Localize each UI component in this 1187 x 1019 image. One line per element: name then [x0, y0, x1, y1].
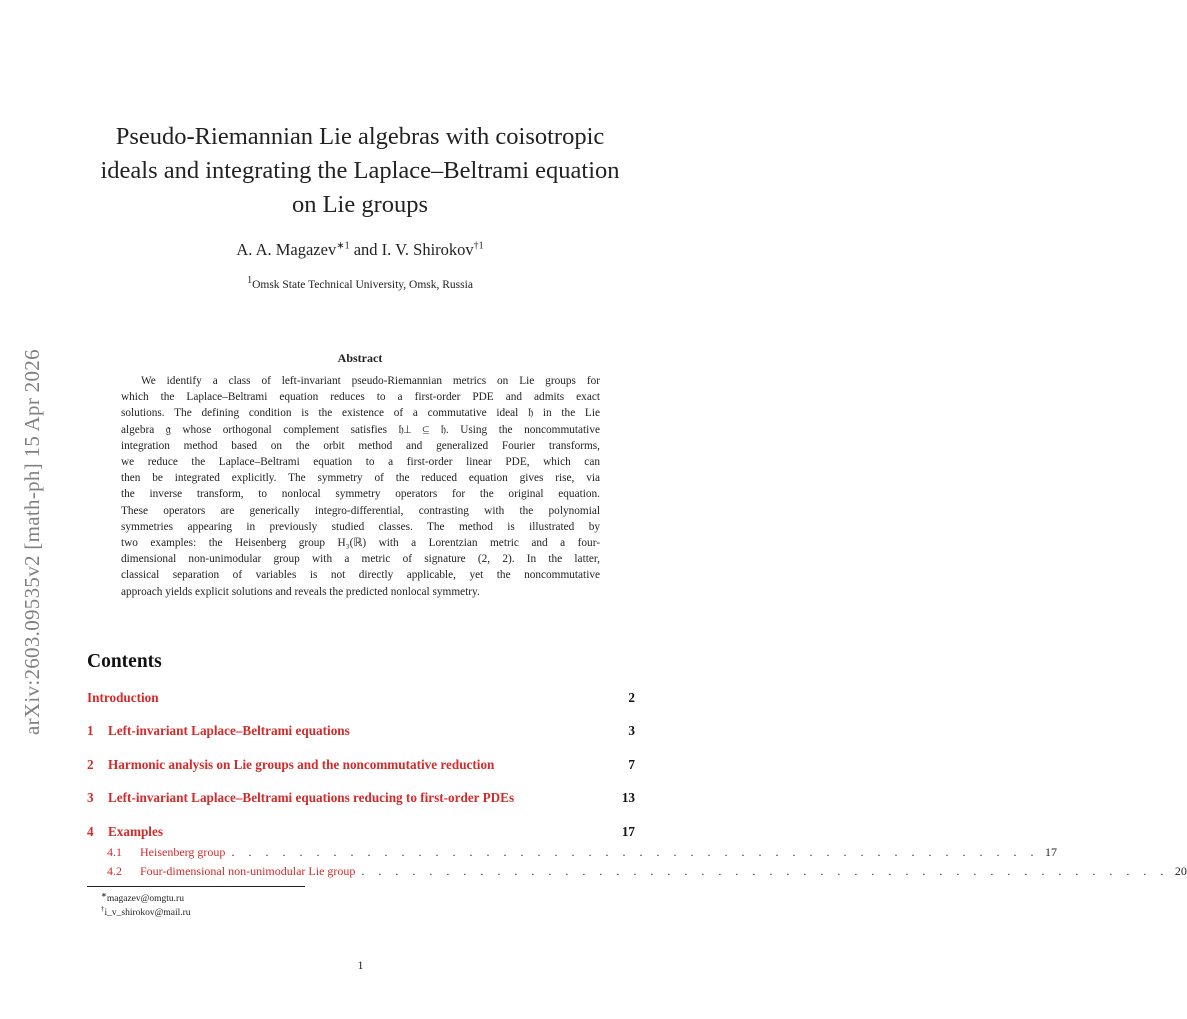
toc-subentry-4-2[interactable]: [107, 864, 1187, 879]
abstract-line: we reduce the Laplace–Beltrami equation to a first-order linear PDE, which can: [121, 456, 600, 469]
toc-subentry-page[interactable]: 20: [1174, 864, 1187, 878]
toc-entry-page[interactable]: 13: [621, 790, 635, 805]
author-footnote-mark[interactable]: ∗1: [336, 240, 350, 252]
toc-entry-section-2[interactable]: [87, 757, 635, 773]
footnote-mark: ∗: [101, 891, 107, 899]
title-line: Pseudo-Riemannian Lie algebras with coisotropic: [115, 123, 605, 150]
toc-entry-number[interactable]: 1: [87, 723, 94, 738]
author-list: [80, 240, 640, 260]
toc-entry-section-1[interactable]: [87, 723, 635, 739]
contents-heading: Contents: [87, 651, 162, 672]
abstract-line: dimensional non-unimodular group with a metric of signature (2, 2). In the latter,: [121, 553, 600, 566]
author-footnote-mark[interactable]: †1: [473, 240, 484, 252]
toc-entry-page[interactable]: 7: [628, 757, 635, 772]
toc-entry-section-4[interactable]: [87, 824, 635, 840]
page-number: 1: [357, 958, 364, 972]
abstract-heading: Abstract: [337, 351, 383, 365]
toc-entry-label[interactable]: Introduction: [87, 690, 159, 705]
author-name: I. V. Shirokov: [381, 240, 474, 259]
toc-entry-page[interactable]: 3: [628, 723, 635, 738]
abstract-body: [121, 373, 600, 600]
abstract-line: approach yields explicit solutions and reveals the predicted nonlocal symmetry.: [121, 585, 480, 598]
abstract-line: the inverse transform, to nonlocal symmetry operators for the original equation.: [121, 488, 600, 501]
footnote-rule: [87, 886, 305, 887]
toc-subentry-number[interactable]: 4.1: [107, 845, 122, 859]
toc-entry-number[interactable]: 2: [87, 757, 94, 772]
toc-entry-number[interactable]: 3: [87, 790, 94, 805]
toc-subentry-label[interactable]: Four-dimensional non-unimodular Lie group: [140, 864, 356, 878]
toc-entry-label[interactable]: Left-invariant Laplace–Beltrami equations: [108, 723, 350, 738]
footnote-email-2: [101, 905, 191, 918]
footnote-text[interactable]: magazev@omgtu.ru: [106, 894, 184, 905]
toc-leader-dots: . . . . . . . . . . . . . . . . . . . . . . . . . . . . . . . . . . . . . . . . . . . . . . . .: [361, 864, 1169, 878]
title-line: on Lie groups: [291, 191, 429, 218]
toc-subentry-number[interactable]: 4.2: [107, 864, 122, 878]
toc-subentry-label[interactable]: Heisenberg group: [140, 845, 226, 859]
abstract-line: integration method based on the orbit method and generalized Fourier transforms,: [121, 439, 600, 452]
abstract-line: two examples: the Heisenberg group H₃(ℝ) with a Lorentzian metric and a four-: [121, 537, 600, 550]
author-conjunction: and: [353, 240, 378, 259]
toc-subentry-page[interactable]: 17: [1044, 845, 1057, 859]
abstract-line: We identify a class of left-invariant pseudo-Riemannian metrics on Lie groups for: [141, 375, 600, 387]
toc-entry-label[interactable]: Left-invariant Laplace–Beltrami equations reducing to first-order PDEs: [108, 790, 515, 805]
abstract-line: solutions. The defining condition is the existence of a commutative ideal 𝔥 in the Lie: [121, 407, 600, 420]
abstract-line: These operators are generically integro-differential, contrasting with the polynomial: [121, 504, 600, 517]
toc-entry-page[interactable]: 2: [628, 690, 635, 705]
abstract-line: which the Laplace–Beltrami equation reduces to a first-order PDE and admits exact: [121, 391, 600, 404]
toc-entry-page[interactable]: 17: [621, 824, 635, 839]
toc-entry-section-3[interactable]: [87, 790, 635, 806]
toc-entry-label[interactable]: Examples: [108, 824, 163, 839]
title-line: ideals and integrating the Laplace–Beltrami equation: [100, 157, 620, 184]
footnote-text[interactable]: i_v_shirokov@mail.ru: [104, 908, 191, 919]
affiliation-mark: 1: [247, 275, 253, 286]
abstract-line: classical separation of variables is not directly applicable, yet the noncommutative: [121, 569, 600, 582]
toc-subentry-4-1[interactable]: [107, 845, 1057, 860]
author-name: A. A. Magazev: [236, 240, 337, 259]
abstract-line: algebra 𝔤 whose orthogonal complement satisfies 𝔥⊥ ⊆ 𝔥. Using the noncommutative: [121, 423, 600, 436]
footnote-mark: †: [101, 905, 105, 913]
toc-leader-dots: . . . . . . . . . . . . . . . . . . . . . . . . . . . . . . . . . . . . . . . . . . . . . . . .: [231, 845, 1039, 859]
paper-title: [80, 120, 640, 222]
toc-entry-introduction[interactable]: [87, 690, 635, 706]
toc-entry-number[interactable]: 4: [87, 824, 94, 839]
affiliation: [80, 275, 640, 291]
toc-entry-label[interactable]: Harmonic analysis on Lie groups and the noncommutative reduction: [108, 757, 495, 772]
affiliation-text: Omsk State Technical University, Omsk, Russia: [252, 278, 473, 291]
footnote-email-1: [101, 891, 184, 904]
abstract-line: then be integrated explicitly. The symmetry of the reduced equation gives rise, via: [121, 472, 600, 485]
arxiv-identifier: arXiv:2603.09535v2 [math-ph] 15 Apr 2026: [20, 349, 44, 735]
abstract-line: symmetries appearing in previously studied classes. The method is illustrated by: [121, 520, 600, 533]
